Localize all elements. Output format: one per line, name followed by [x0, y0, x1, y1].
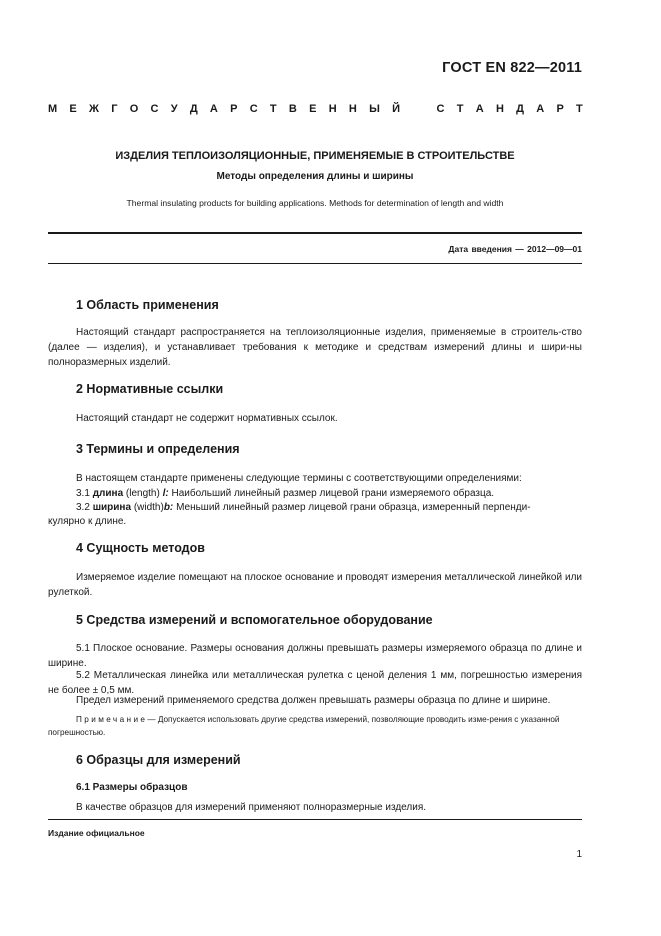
- term-width-word: ширина: [92, 502, 132, 513]
- category-letter: А: [536, 103, 545, 115]
- category-letter: С: [150, 103, 159, 115]
- section-5-p3: Предел измерений применяемого средства должен превышать размеры образца по длине и ширине.: [76, 695, 551, 706]
- category-letter: А: [209, 103, 218, 115]
- category-letter: Н: [348, 103, 357, 115]
- term-length-word: длина: [92, 488, 124, 499]
- category-letter: Ж: [89, 103, 99, 115]
- category-letter: С: [249, 103, 258, 115]
- category-letter: Р: [556, 103, 564, 115]
- category-letter: Т: [576, 103, 583, 115]
- category-letter: М: [48, 103, 58, 115]
- category-letter: Е: [69, 103, 77, 115]
- category-letter: Т: [456, 103, 464, 115]
- section-5-p2: 5.2 Металлическая линейка или металлическая рулетка с ценой деления 1 мм, погрешностью измерения не более ± 0,5 мм.: [48, 670, 582, 696]
- standard-category-line: [48, 103, 583, 115]
- category-letter: У: [170, 103, 178, 115]
- category-letter: О: [129, 103, 139, 115]
- page-number: 1: [576, 849, 582, 860]
- section-1-heading: 1 Область применения: [76, 298, 219, 312]
- term-width-definition-cont: кулярно к длине.: [48, 516, 127, 527]
- term-length: [76, 486, 582, 501]
- document-title: ИЗДЕЛИЯ ТЕПЛОИЗОЛЯЦИОННЫЕ, ПРИМЕНЯЕМЫЕ В СТРОИТЕЛЬСТВЕ: [115, 150, 515, 162]
- document-subtitle: Методы определения длины и ширины: [216, 171, 414, 182]
- section-6-text: В качестве образцов для измерений применяют полноразмерные изделия.: [76, 802, 427, 813]
- edition-label: Издание официальное: [48, 828, 145, 838]
- section-1-text: Настоящий стандарт распространяется на теплоизоляционные изделия, применяемые в строитель-ство (далее — изделия), и устанавливает требования к методике и средствам измерений длины и шири-ны полноразмерных изделий.: [48, 327, 582, 368]
- note-text: — Допускается использовать другие средства измерений, позволяющие проводить изме-рения с указанной погрешностью.: [48, 715, 560, 737]
- category-letter: Е: [309, 103, 317, 115]
- category-letter: Ы: [369, 103, 380, 115]
- category-letter: А: [475, 103, 484, 115]
- term-width-symbol: b:: [163, 502, 174, 513]
- section-6-heading: 6 Образцы для измерений: [76, 753, 241, 767]
- category-letter: Р: [230, 103, 238, 115]
- section-5-note: [48, 713, 582, 739]
- term-width: [76, 500, 582, 515]
- category-letter: Т: [269, 103, 277, 115]
- term-width-number: 3.2: [76, 502, 90, 513]
- section-4-text: Измеряемое изделие помещают на плоское основание и проводят измерения металлической линейкой или рулеткой.: [48, 572, 582, 598]
- word-gap: [412, 103, 424, 115]
- footer-divider: [48, 819, 582, 820]
- category-letter: С: [436, 103, 445, 115]
- term-length-english: (length): [125, 488, 160, 499]
- category-letter: Г: [111, 103, 118, 115]
- standard-id: ГОСТ EN 822—2011: [442, 60, 582, 76]
- category-letter: Д: [516, 103, 524, 115]
- category-letter: Н: [495, 103, 504, 115]
- section-6-1-heading: 6.1 Размеры образцов: [76, 782, 188, 793]
- term-length-number: 3.1: [76, 488, 90, 499]
- section-5-p1: 5.1 Плоское основание. Размеры основания должны превышать размеры измеряемого образца по длине и ширине.: [48, 643, 582, 669]
- term-width-english: (width): [133, 502, 164, 513]
- term-width-definition: Меньший линейный размер лицевой грани образца, измеренный перпенди-: [176, 502, 531, 513]
- note-label: Примечание: [76, 715, 148, 724]
- term-length-symbol: l:: [162, 488, 169, 499]
- divider-bottom: [48, 263, 582, 264]
- effective-date: Дата введения — 2012—09—01: [448, 244, 582, 254]
- section-5-heading: 5 Средства измерений и вспомогательное оборудование: [76, 613, 433, 627]
- category-letter: Н: [328, 103, 337, 115]
- section-2-text: Настоящий стандарт не содержит нормативных ссылок.: [76, 413, 338, 424]
- term-length-definition: Наибольший линейный размер лицевой грани измеряемого образца.: [171, 488, 495, 499]
- category-letter: Д: [189, 103, 198, 115]
- section-2-heading: 2 Нормативные ссылки: [76, 382, 224, 396]
- section-3-intro: В настоящем стандарте применены следующие термины с соответствующими определениями:: [76, 473, 522, 484]
- section-4-heading: 4 Сущность методов: [76, 541, 205, 555]
- category-letter: В: [288, 103, 297, 115]
- document-title-english: Thermal insulating products for building applications. Methods for determination of length and width: [126, 198, 504, 208]
- divider-top: [48, 232, 582, 234]
- section-3-heading: 3 Термины и определения: [76, 442, 240, 456]
- category-letter: Й: [392, 103, 401, 115]
